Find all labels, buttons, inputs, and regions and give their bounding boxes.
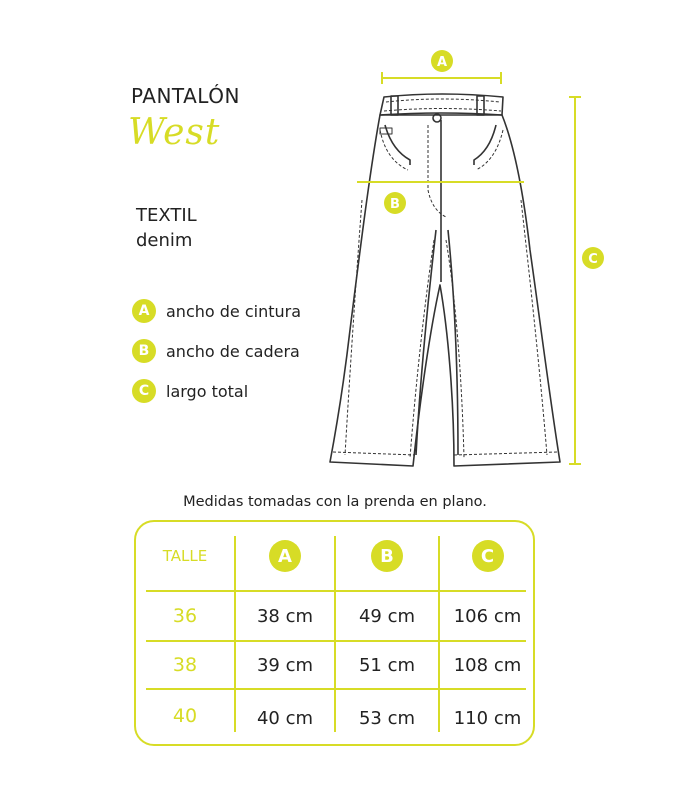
row-40-a: 40 cm [256, 707, 314, 729]
fabric-label: TEXTIL [136, 205, 197, 226]
header-c [440, 522, 535, 590]
row-36-talle: 36 [172, 605, 198, 627]
measure-c [569, 97, 581, 464]
legend-label-c: largo total [166, 381, 249, 401]
header-a [236, 522, 334, 590]
row-38-b: 51 cm [358, 654, 416, 676]
product-type-title: PANTALÓN [131, 84, 240, 108]
pants-outline [330, 94, 560, 466]
legend-badge-b: B [132, 339, 156, 363]
measure-a [382, 72, 501, 84]
legend-label-a: ancho de cintura [166, 301, 302, 321]
marker-c: C [588, 252, 598, 267]
header-badge-b: B [371, 540, 403, 572]
marker-b: B [390, 197, 400, 212]
belt-loop-left [391, 96, 398, 115]
row-38-c: 108 cm [453, 654, 522, 676]
legend-badge-a: A [132, 299, 156, 323]
row-40-c: 110 cm [453, 707, 522, 729]
row-40-talle: 40 [172, 705, 198, 727]
legend-badge-c: C [132, 379, 156, 403]
row-38-a: 39 cm [256, 654, 314, 676]
row-40-b: 53 cm [358, 707, 416, 729]
header-badge-c: C [472, 540, 504, 572]
row-36-c: 106 cm [453, 605, 522, 627]
measurement-note: Medidas tomadas con la prenda en plano. [183, 494, 487, 510]
fabric-value: denim [136, 230, 193, 251]
header-b [336, 522, 438, 590]
row-36-b: 49 cm [358, 605, 416, 627]
model-name: West [128, 112, 221, 153]
row-36-a: 38 cm [256, 605, 314, 627]
belt-loop-right [477, 96, 484, 115]
marker-a: A [436, 55, 448, 70]
header-talle: TALLE [162, 547, 208, 565]
header-badge-a: A [269, 540, 301, 572]
row-38-talle: 38 [172, 654, 198, 676]
legend-label-b: ancho de cadera [166, 341, 300, 361]
leg-outline [330, 115, 560, 466]
size-table [134, 520, 535, 746]
